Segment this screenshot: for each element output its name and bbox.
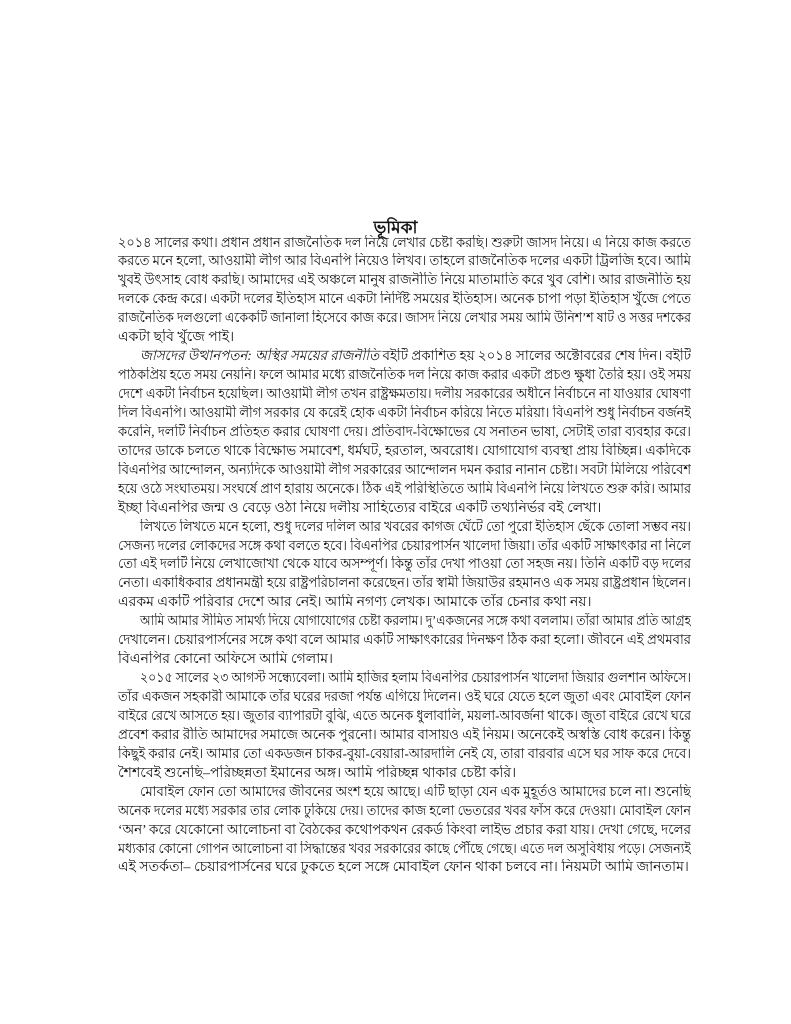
- paragraph-4: [118, 613, 691, 670]
- text-line: [118, 746, 691, 765]
- line-text: হয়ে ওঠে সংঘাতময়। সংঘর্ষে প্রাণ হারায় অনেকে। ঠিক এই পরিস্থিতিতে আমি বিএনপি নিয়ে লিখতে শুরু করি। আমার: [118, 481, 691, 497]
- paragraph-6: [118, 784, 691, 879]
- line-text: দেশে একটা নির্বাচন হয়েছিল। আওয়ামী লীগ তখন রাষ্ট্রক্ষমতায়। দলীয় সরকারের অধীনে নির্বাচনে না যাওয়ার ঘোষণা: [118, 387, 691, 402]
- line-text: ২০১৫ সালের ২৩ আগস্ট সন্ধ্যেবেলা। আমি হাজির হলাম বিএনপির চেয়ারপার্সন খালেদা জিয়ার গুলশান অফিসে।: [140, 671, 691, 687]
- text-line: [118, 803, 691, 822]
- text-line: [118, 367, 691, 386]
- text-line: [118, 556, 691, 575]
- line-text: প্রবেশ করার রীতি আমাদের সমাজে অনেক পুরনো। আমার বাসায়ও এই নিয়ম। অনেকেই অস্বস্তি বোধ করেন। কিন্তু: [118, 727, 691, 743]
- text-line: [118, 822, 691, 841]
- paragraph-5: [118, 670, 691, 784]
- line-text: তো এই দলটি নিয়ে লেখাজোখা থেকে যাবে অসম্পূর্ণ। কিন্তু তাঁর দেখা পাওয়া তো সহজ নয়। তিনি একটি বড় দলের: [118, 557, 691, 573]
- paragraph-3: [118, 519, 691, 614]
- line-text: বিএনপির কোনো অফিসে আমি গেলাম।: [118, 652, 334, 668]
- text-line: [118, 329, 691, 348]
- line-text: রাজনৈতিক দলগুলো একেকটি জানালা হিসেবে কাজ করে। জাসদ নিয়ে লেখার সময় আমি উনিশ’শ ষাট ও সত্তর দশকের: [118, 311, 691, 327]
- text-line: [118, 443, 691, 462]
- line-text: দেখালেন। চেয়ারপার্সনের সঙ্গে কথা বলে আমার একটি সাক্ষাৎকারের দিনক্ষণ ঠিক করা হলো। জীবনে এই প্রথমবার: [118, 633, 691, 649]
- line-text: ‘অন’ করে যেকোনো আলোচনা বা বৈঠকের কথোপকথন রেকর্ড কিংবা লাইভ প্রচার করা যায়। দেখা গেছে, দলের: [118, 822, 691, 838]
- paragraph-2: [118, 348, 691, 518]
- text-line: [118, 613, 691, 632]
- text-line: [118, 538, 691, 557]
- text-line: [118, 841, 691, 860]
- text-line: [118, 310, 691, 329]
- text-line: [118, 253, 691, 272]
- text-line: [118, 481, 691, 500]
- line-text: তাদের ডাকে চলতে থাকে বিক্ষোভ সমাবেশ, ধর্মঘট, হরতাল, অবরোধ। যোগাযোগ ব্যবস্থা প্রায় বিচ্ছিন্ন। একদিকে: [118, 443, 691, 459]
- line-text: নেতা। একাধিকবার প্রধানমন্ত্রী হয়ে রাষ্ট্রপরিচালনা করেছেন। তাঁর স্বামী জিয়াউর রহমানও এক সময় রাষ্ট্রপ্রধান ছিলেন।: [118, 576, 691, 592]
- text-line: [118, 689, 691, 708]
- text-line: [118, 765, 691, 784]
- line-text-rest: বইটি প্রকাশিত হয় ২০১৪ সালের অক্টোবরের শেষ দিন। বইটি: [382, 349, 691, 365]
- paragraph-1: [118, 235, 691, 349]
- text-line: [118, 519, 691, 538]
- text-line: [118, 235, 691, 254]
- text-line: [118, 405, 691, 424]
- text-line: [118, 386, 691, 405]
- text-line: [118, 272, 691, 291]
- book-title: জাসদের উত্থানপতন: অস্থির সময়ের রাজনীতি: [140, 349, 380, 365]
- line-text: সেজন্য দলের লোকদের সঙ্গে কথা বলতে হবে। বিএনপির চেয়ারপার্সন খালেদা জিয়া। তাঁর একটি সাক্ষাৎকার না নিলে: [118, 538, 691, 554]
- line-text: শৈশবেই শুনেছি–পরিচ্ছন্নতা ইমানের অঙ্গ। আমি পরিচ্ছন্ন থাকার চেষ্টা করি।: [118, 765, 517, 781]
- text-line: [118, 424, 691, 443]
- text-line: [118, 348, 691, 367]
- line-text: একটা ছবি খুঁজে পাই।: [118, 330, 235, 346]
- line-text: [140, 348, 691, 367]
- line-text: দিল বিএনপি। আওয়ামী লীগ সরকার যে করেই হোক একটা নির্বাচন করিয়ে নিতে মরিয়া। বিএনপি শুধু নির্বাচন বর্জনই: [118, 405, 691, 421]
- text-line: [118, 575, 691, 594]
- text-line: [118, 651, 691, 670]
- line-text: ২০১৪ সালের কথা। প্রধান প্রধান রাজনৈতিক দল নিয়ে লেখার চেষ্টা করছি। শুরুটা জাসদ নিয়ে। এ নিয়ে কাজ করতে: [118, 235, 691, 251]
- text-line: [118, 500, 691, 519]
- text-line: [118, 594, 691, 613]
- line-text: দলকে কেন্দ্র করে। একটা দলের ইতিহাস মানে একটা নির্দিষ্ট সময়ের ইতিহাস। অনেক চাপা পড়া ইতিহাস খুঁজে পেতে: [118, 292, 691, 308]
- page-title: ভূমিকা: [373, 218, 418, 237]
- line-text: এই সতর্কতা– চেয়ারপার্সনের ঘরে ঢুকতে হলে সঙ্গে মোবাইল ফোন থাকা চলবে না। নিয়মটা আমি জানতাম।: [118, 860, 689, 876]
- line-text: কিছুই করার নেই। আমার তো একডজন চাকর-বুয়া-বেয়ারা-আরদালি নেই যে, তারা বারবার এসে ঘর সাফ করে দেবে।: [118, 746, 691, 762]
- text-line: [118, 727, 691, 746]
- body-text: [118, 235, 691, 879]
- line-text: তাঁর একজন সহকারী আমাকে তাঁর ঘরের দরজা পর্যন্ত এগিয়ে দিলেন। ওই ঘরে যেতে হলে জুতা এবং মোবাইল ফোন: [118, 690, 691, 705]
- line-text: বাইরে রেখে আসতে হয়। জুতার ব্যাপারটা বুঝি, এতে অনেক ধুলাবালি, ময়লা-আবর্জনা থাকে। জুতা বাইরে রেখে ঘরে: [118, 708, 691, 724]
- line-text: বিএনপির আন্দোলন, অন্যদিকে আওয়ামী লীগ সরকারের আন্দোলন দমন করার নানান চেষ্টা। সবটা মিলিয়ে পরিবেশ: [118, 462, 691, 478]
- line-text: করেনি, দলটি নির্বাচন প্রতিহত করার ঘোষণা দেয়। প্রতিবাদ-বিক্ষোভের যে সনাতন ভাষা, সেটাই তারা ব্যবহার করে।: [118, 424, 691, 440]
- line-text: এরকম একটি পরিবার দেশে আর নেই। আমি নগণ্য লেখক। আমাকে তাঁর চেনার কথা নয়।: [118, 595, 592, 611]
- line-text: আমি আমার সীমিত সামর্থ্য দিয়ে যোগাযোগের চেষ্টা করলাম। দু’একজনের সঙ্গে কথা বললাম। তাঁরা আমার প্রতি আগ্রহ: [140, 614, 691, 630]
- line-text: পাঠকপ্রিয় হতে সময় নেয়নি। ফলে আমার মধ্যে রাজনৈতিক দল নিয়ে কাজ করার একটা প্রচণ্ড ক্ষুধা তৈরি হয়। ওই সময়: [118, 368, 691, 384]
- line-text: মোবাইল ফোন তো আমাদের জীবনের অংশ হয়ে আছে। এটি ছাড়া যেন এক মুহূর্তও আমাদের চলে না। শুনেছি: [140, 784, 691, 800]
- text-line: [118, 784, 691, 803]
- text-line: [118, 859, 691, 878]
- text-line: [118, 291, 691, 310]
- line-text: করতে মনে হলো, আওয়ামী লীগ আর বিএনপি নিয়েও লিখব। তাহলে রাজনৈতিক দলের একটা ট্রিলজি হবে। আমি: [118, 254, 691, 270]
- line-text: ইচ্ছা বিএনপির জন্ম ও বেড়ে ওঠা নিয়ে দলীয় সাহিত্যের বাইরে একটি তথ্যনির্ভর বই লেখা।: [118, 500, 602, 516]
- line-text: মধ্যকার কোনো গোপন আলোচনা বা সিদ্ধান্তের খবর সরকারের কাছে পৌঁছে গেছে। এতে দল অসুবিধায় পড়ে। সেজন্যই: [118, 841, 691, 857]
- line-text: অনেক দলের মধ্যে সরকার তার লোক ঢুকিয়ে দেয়। তাদের কাজ হলো ভেতরের খবর ফাঁস করে দেওয়া। মোবাইল ফোন: [118, 803, 691, 819]
- line-text: লিখতে লিখতে মনে হলো, শুধু দলের দলিল আর খবরের কাগজ ঘেঁটে তো পুরো ইতিহাস ছেঁকে তোলা সম্ভব নয়।: [140, 519, 691, 535]
- text-line: [118, 462, 691, 481]
- line-text: খুবই উৎসাহ বোধ করছি। আমাদের এই অঞ্চলে মানুষ রাজনীতি নিয়ে মাতামাতি করে খুব বেশি। আর রাজনীতি হয়: [118, 273, 691, 289]
- text-line: [118, 708, 691, 727]
- text-line: [118, 670, 691, 689]
- text-line: [118, 632, 691, 651]
